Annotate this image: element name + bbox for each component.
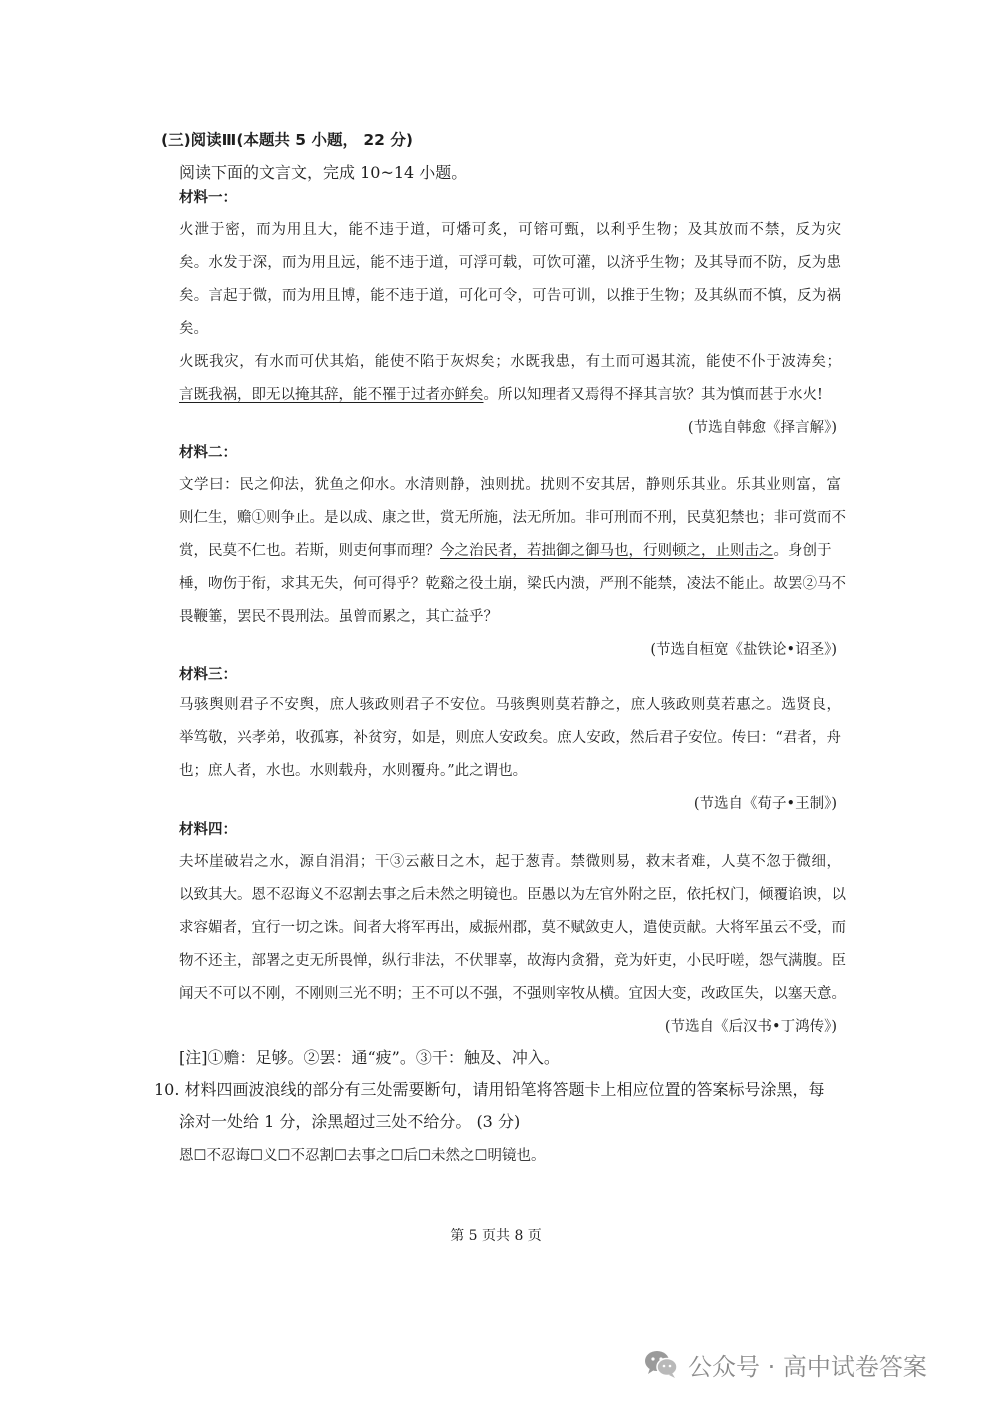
material1-label: 材料一： (179, 190, 237, 206)
material3-line: 举笃敬，兴孝弟，收孤寡，补贫穷，如是，则庶人安政矣。庶人安政，然后君子安位。传曰：“君者，舟 (179, 730, 841, 746)
material2-line-underlined (179, 542, 832, 560)
material2-label: 材料二： (179, 445, 237, 461)
material1-p2-line2 (179, 386, 823, 404)
material2-line3-rest: 。身创于 (773, 543, 832, 559)
material1-line: 矣。言起于微，而为用且博，能不违于道，可化可令，可告可训，以推于生物；及其纵而不慎，反为祸 (179, 288, 841, 304)
material4-line: 闻天不可以不刚，不刚则三光不明；王不可以不强，不强则宰牧从横。宜因大变，改政匡失，以塞天意。 (179, 986, 846, 1002)
question-10-sentence: 恩☐不忍诲☐义☐不忍割☐去事之☐后☐未然之☐明镜也。 (179, 1148, 546, 1164)
material1-p2-rest: 。所以知理者又焉得不择其言欤？其为慎而甚于水火! (483, 387, 823, 403)
annotation-note: [注]①赡：足够。②罢：通“疲”。③干：触及、冲入。 (179, 1048, 560, 1067)
wechat-icon (644, 1349, 678, 1379)
material1-source: (节选自韩愈《择言解》) (687, 420, 837, 436)
material4-line: 物不还主，部署之吏无所畏惮，纵行非法，不伏罪辜，故海内贪猾，竞为奸吏，小民吁嗟，怨气满腹。臣 (179, 953, 846, 969)
question-10-line1: 10. 材料四画波浪线的部分有三处需要断句，请用铅笔将答题卡上相应位置的答案标号涂黑，每 (154, 1080, 825, 1099)
page-number: 第 5 页共 8 页 (450, 1228, 542, 1244)
material2-line3-start: 赏，民莫不仁也。若斯，则吏何事而理？ (179, 543, 440, 559)
material4-label: 材料四： (179, 822, 237, 838)
material2-source: (节选自桓宽《盐铁论•诏圣》) (650, 642, 837, 658)
material1-line: 矣。水发于深，而为用且远，能不违于道，可浮可载，可饮可灌，以济乎生物；及其导而不防，反为患 (179, 255, 841, 271)
material2-line: 则仁生，赡①则争止。是以成、康之世，赏无所施，法无所加。非可刑而不刑，民莫犯禁也；非可赏而不 (179, 510, 846, 526)
material4-line: 夫坏崖破岩之水，源自涓涓；干③云蔽日之木，起于葱青。禁微则易，救末者难，人莫不忽于微细， (179, 854, 841, 870)
section-instruction: 阅读下面的文言文，完成 10~14 小题。 (179, 163, 468, 182)
material4-line: 以致其大。恩不忍诲义不忍割去事之后未然之明镜也。臣愚以为左官外附之臣，依托权门，倾覆谄谀，以 (179, 887, 846, 903)
material2-line: 棰，吻伤于衔，求其无失，何可得乎？乾谿之役土崩，梁氏内溃，严刑不能禁，凌法不能止。故罢②马不 (179, 576, 846, 592)
material3-line: 也；庶人者，水也。水则载舟，水则覆舟。”此之谓也。 (179, 763, 528, 779)
underlined-passage: 言既我祸，即无以掩其辞，能不罹于过者亦鲜矣 (179, 387, 484, 403)
material4-line: 求容媚者，宜行一切之诛。间者大将军再出，威振州郡，莫不赋敛吏人，遣使贡献。大将军虽云不受，而 (179, 920, 846, 936)
material4-source: (节选自《后汉书•丁鸿传》) (664, 1019, 837, 1035)
material3-label: 材料三： (179, 667, 237, 683)
watermark (644, 1348, 927, 1380)
section-title: (三)阅读Ⅲ(本题共 5 小题， 22 分) (161, 131, 413, 149)
question-10-line2: 涂对一处给 1 分，涂黑超过三处不给分。 (3 分) (179, 1112, 521, 1131)
material3-line: 马骇舆则君子不安舆，庶人骇政则君子不安位。马骇舆则莫若静之，庶人骇政则莫若惠之。选贤良， (179, 697, 841, 713)
material3-source: (节选自《荀子•王制》) (693, 796, 837, 812)
material2-line: 文学曰：民之仰法，犹鱼之仰水。水清则静，浊则扰。扰则不安其居，静则乐其业。乐其业则富，富 (179, 477, 841, 493)
material1-line: 矣。 (179, 321, 208, 337)
material1-line: 火泄于密，而为用且大，能不违于道，可燔可炙，可镕可甄，以利乎生物；及其放而不禁，反为灾 (179, 222, 841, 238)
material1-p2-line: 火既我灾，有水而可伏其焰，能使不陷于灰烬矣；水既我患，有土而可遏其流，能使不仆于波涛矣； (179, 354, 841, 370)
watermark-text: 公众号 · 高中试卷答案 (688, 1352, 927, 1381)
material2-line: 畏鞭箠，罢民不畏刑法。虽曾而累之，其亡益乎？ (179, 609, 498, 625)
underlined-passage: 今之治民者，若拙御之御马也，行则顿之，止则击之 (440, 543, 774, 559)
